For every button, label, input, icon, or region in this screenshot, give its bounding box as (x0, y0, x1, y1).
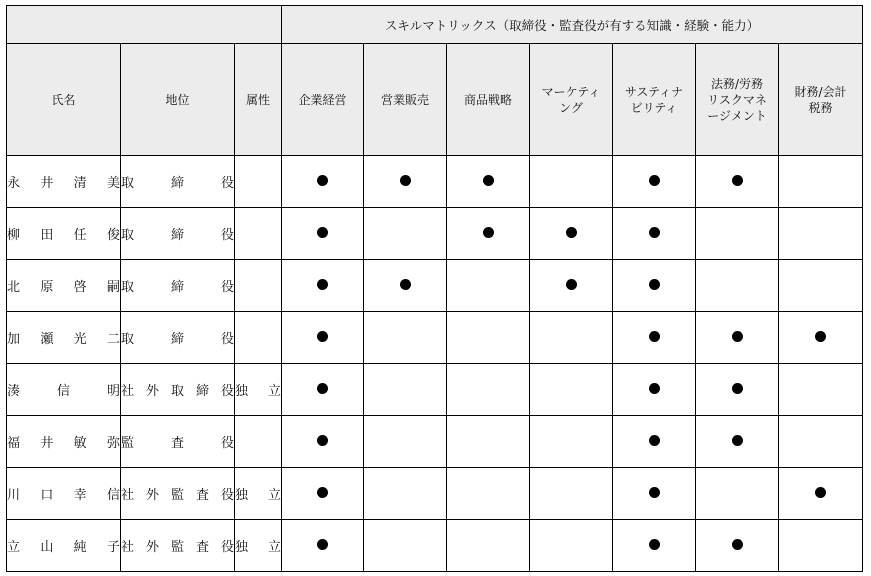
member-attribute-char: 立 (267, 488, 281, 503)
skill-cell (447, 364, 530, 416)
skill-marker-dot (317, 331, 328, 342)
member-position-char: 取 (121, 176, 135, 191)
skill-header-sales (364, 44, 447, 156)
skill-cell (282, 156, 364, 208)
skill-cell (282, 312, 364, 364)
member-name-char: 美 (106, 176, 120, 191)
skill-cell (447, 520, 530, 572)
table-row (7, 260, 863, 312)
member-name-char: 純 (73, 540, 87, 555)
skill-header-finance-tax (779, 44, 863, 156)
member-position-cell (121, 364, 235, 416)
skill-cell (613, 156, 696, 208)
member-name-char: 清 (73, 176, 87, 191)
member-position-char: 締 (170, 228, 184, 243)
skill-cell (530, 156, 613, 208)
skill-cell (779, 156, 863, 208)
skill-cell (364, 468, 447, 520)
member-position-char: 査 (170, 436, 184, 451)
skill-marker-dot (566, 279, 577, 290)
skill-cell (779, 312, 863, 364)
member-name (7, 536, 120, 555)
member-position (121, 328, 234, 347)
member-position-cell (121, 156, 235, 208)
member-position (121, 276, 234, 295)
skill-header-line: ビリティ (630, 100, 678, 115)
table-row (7, 364, 863, 416)
member-attribute-char: 立 (267, 540, 281, 555)
member-position-char: 役 (220, 384, 234, 399)
member-position-char: 社 (121, 384, 135, 399)
member-name-char: 瀬 (40, 332, 54, 347)
matrix-body (7, 156, 863, 572)
skill-header-sustainability (613, 44, 696, 156)
skill-marker-dot (649, 175, 660, 186)
skill-cell (696, 156, 779, 208)
skill-cell (282, 260, 364, 312)
member-name-char: 光 (73, 332, 87, 347)
member-name (7, 484, 120, 503)
member-name-cell (7, 156, 121, 208)
member-name-cell (7, 520, 121, 572)
skill-cell (779, 520, 863, 572)
member-name-char: 井 (40, 176, 54, 191)
skill-marker-dot (815, 331, 826, 342)
member-position-char: 外 (145, 540, 159, 555)
member-name-char: 北 (7, 280, 21, 295)
column-header-name: 氏名 (7, 44, 121, 156)
member-name-char: 俊 (106, 228, 120, 243)
member-attribute (235, 380, 281, 399)
member-name-char: 啓 (73, 280, 87, 295)
skill-cell (613, 260, 696, 312)
member-attribute (235, 484, 281, 503)
skill-cell (696, 208, 779, 260)
member-name-char: 幸 (73, 488, 87, 503)
skill-cell (530, 364, 613, 416)
member-name-char: 柳 (7, 228, 21, 243)
member-name (7, 328, 120, 347)
skill-marker-dot (732, 383, 743, 394)
member-position-cell (121, 468, 235, 520)
skill-header-legal-risk (696, 44, 779, 156)
member-attribute-char: 独 (235, 384, 249, 399)
skill-marker-dot (317, 279, 328, 290)
skill-header-line: 財務/会計 (794, 84, 847, 99)
member-position-char: 締 (170, 176, 184, 191)
skill-marker-dot (317, 227, 328, 238)
member-position-char: 取 (121, 332, 135, 347)
member-position (121, 536, 234, 555)
skill-cell (282, 416, 364, 468)
member-position-char: 役 (220, 436, 234, 451)
member-name-char: 信 (56, 384, 70, 399)
member-position-char: 締 (170, 332, 184, 347)
skill-cell (447, 156, 530, 208)
member-position-char: 取 (121, 280, 135, 295)
member-name-char: 田 (40, 228, 54, 243)
skill-header-line: サスティナ (624, 84, 684, 99)
member-name (7, 224, 120, 243)
skill-header-line: ージメント (707, 108, 767, 123)
skill-marker-dot (732, 331, 743, 342)
member-name-cell (7, 260, 121, 312)
member-position-char: 役 (220, 228, 234, 243)
skill-cell (613, 208, 696, 260)
skill-cell (779, 468, 863, 520)
skill-marker-dot (732, 435, 743, 446)
skill-cell (696, 520, 779, 572)
member-position-cell (121, 208, 235, 260)
skill-marker-dot (317, 383, 328, 394)
member-name-char: 子 (106, 540, 120, 555)
skill-cell (364, 208, 447, 260)
member-attribute-cell (235, 416, 282, 468)
member-name-cell (7, 468, 121, 520)
member-position-char: 役 (220, 488, 234, 503)
member-position-char: 監 (170, 488, 184, 503)
table-row (7, 312, 863, 364)
skill-header-line: 税務 (808, 100, 833, 115)
member-name-char: 二 (106, 332, 120, 347)
skill-cell (364, 416, 447, 468)
member-attribute-cell (235, 468, 282, 520)
member-name-cell (7, 208, 121, 260)
skill-cell (447, 468, 530, 520)
member-position-char: 監 (170, 540, 184, 555)
skill-cell (779, 416, 863, 468)
skill-cell (613, 364, 696, 416)
member-attribute-cell (235, 520, 282, 572)
member-position-char: 役 (220, 280, 234, 295)
member-position-char: 社 (121, 540, 135, 555)
member-position (121, 432, 234, 451)
member-name-char: 福 (7, 436, 21, 451)
skill-header-line: リスクマネ (707, 92, 767, 107)
column-header-attribute: 属性 (235, 44, 282, 156)
member-name-char: 弥 (106, 436, 120, 451)
member-name-char: 原 (40, 280, 54, 295)
member-position-char: 役 (220, 540, 234, 555)
member-name-char: 加 (7, 332, 21, 347)
member-name-cell (7, 416, 121, 468)
skill-cell (696, 260, 779, 312)
member-position-char: 役 (220, 176, 234, 191)
member-name-cell (7, 312, 121, 364)
skill-cell (613, 520, 696, 572)
member-name-char: 口 (40, 488, 54, 503)
skill-header-line: 営業販売 (380, 92, 429, 107)
skill-header-marketing (530, 44, 613, 156)
skill-cell (530, 260, 613, 312)
skill-marker-dot (400, 175, 411, 186)
member-attribute-char: 独 (235, 488, 249, 503)
skill-marker-dot (649, 487, 660, 498)
table-row (7, 468, 863, 520)
member-attribute-cell (235, 312, 282, 364)
skill-marker-dot (649, 279, 660, 290)
skill-marker-dot (649, 435, 660, 446)
member-position-char: 取 (121, 228, 135, 243)
member-attribute-char: 立 (267, 384, 281, 399)
member-attribute-char: 独 (235, 540, 249, 555)
skill-cell (447, 416, 530, 468)
skill-cell (447, 260, 530, 312)
skill-cell (696, 312, 779, 364)
skill-cell (282, 208, 364, 260)
member-position-char: 外 (145, 384, 159, 399)
member-position-char: 査 (195, 488, 209, 503)
member-position-char: 取 (170, 384, 184, 399)
member-name-char: 任 (73, 228, 87, 243)
member-position-char: 役 (220, 332, 234, 347)
skill-cell (779, 364, 863, 416)
member-name-char: 明 (106, 384, 120, 399)
skill-marker-dot (815, 487, 826, 498)
skill-cell (613, 468, 696, 520)
skill-marker-dot (649, 227, 660, 238)
skill-cell (282, 364, 364, 416)
skill-cell (530, 468, 613, 520)
member-name (7, 380, 120, 399)
member-attribute-cell (235, 156, 282, 208)
skill-cell (364, 156, 447, 208)
column-header-position: 地位 (121, 44, 235, 156)
member-name-char: 湊 (7, 384, 21, 399)
skill-cell (447, 208, 530, 260)
member-position (121, 172, 234, 191)
member-name (7, 276, 120, 295)
skill-marker-dot (649, 539, 660, 550)
skill-matrix-table (6, 5, 863, 572)
member-name-char: 敏 (73, 436, 87, 451)
skill-cell (779, 260, 863, 312)
skill-cell (613, 312, 696, 364)
table-row (7, 156, 863, 208)
skill-header-product-strategy (447, 44, 530, 156)
skill-marker-dot (483, 227, 494, 238)
skill-cell (364, 312, 447, 364)
member-name-char: 山 (40, 540, 54, 555)
skill-cell (364, 364, 447, 416)
skill-cell (364, 520, 447, 572)
member-name (7, 432, 120, 451)
table-row (7, 208, 863, 260)
member-position (121, 380, 234, 399)
member-position-char: 締 (170, 280, 184, 295)
member-name-char: 井 (40, 436, 54, 451)
member-position-cell (121, 416, 235, 468)
member-position (121, 484, 234, 503)
skill-marker-dot (400, 279, 411, 290)
skill-cell (779, 208, 863, 260)
skill-header-line: 企業経営 (298, 92, 347, 107)
member-position-char: 査 (195, 540, 209, 555)
skill-cell (530, 416, 613, 468)
skill-cell (613, 416, 696, 468)
member-position-cell (121, 520, 235, 572)
member-attribute-cell (235, 208, 282, 260)
member-position-cell (121, 260, 235, 312)
skill-cell (447, 312, 530, 364)
skill-header-line: マーケティ (541, 84, 601, 99)
table-row (7, 520, 863, 572)
skill-cell (696, 468, 779, 520)
skill-marker-dot (317, 539, 328, 550)
skill-marker-dot (317, 435, 328, 446)
member-name-char: 信 (106, 488, 120, 503)
skill-header-line: 法務/労務 (710, 76, 764, 91)
member-name-char: 永 (7, 176, 21, 191)
member-attribute-cell (235, 364, 282, 416)
table-row (7, 416, 863, 468)
skill-cell (282, 468, 364, 520)
member-position-cell (121, 312, 235, 364)
skill-cell (530, 520, 613, 572)
member-position-char: 社 (121, 488, 135, 503)
skill-marker-dot (732, 539, 743, 550)
member-position (121, 224, 234, 243)
skill-cell (696, 416, 779, 468)
skill-cell (282, 520, 364, 572)
skill-marker-dot (649, 383, 660, 394)
member-name-cell (7, 364, 121, 416)
member-attribute (235, 536, 281, 555)
member-name-char: 川 (7, 488, 21, 503)
member-name (7, 172, 120, 191)
member-name-char: 立 (7, 540, 21, 555)
skill-marker-dot (317, 175, 328, 186)
skill-header-corporate-management (282, 44, 364, 156)
skill-matrix-title: スキルマトリックス（取締役・監査役が有する知識・経験・能力） (282, 6, 863, 44)
skill-header-line: ング (559, 100, 583, 115)
skill-marker-dot (566, 227, 577, 238)
skill-marker-dot (732, 175, 743, 186)
header-blank-cell (7, 6, 282, 44)
member-attribute-cell (235, 260, 282, 312)
member-position-char: 締 (195, 384, 209, 399)
member-position-char: 監 (121, 436, 135, 451)
member-name-char: 嗣 (106, 280, 120, 295)
skill-marker-dot (649, 331, 660, 342)
skill-cell (364, 260, 447, 312)
skill-header-line: 商品戦略 (463, 92, 512, 107)
skill-cell (696, 364, 779, 416)
skill-marker-dot (483, 175, 494, 186)
member-position-char: 外 (145, 488, 159, 503)
skill-cell (530, 208, 613, 260)
skill-cell (530, 312, 613, 364)
skill-marker-dot (317, 487, 328, 498)
